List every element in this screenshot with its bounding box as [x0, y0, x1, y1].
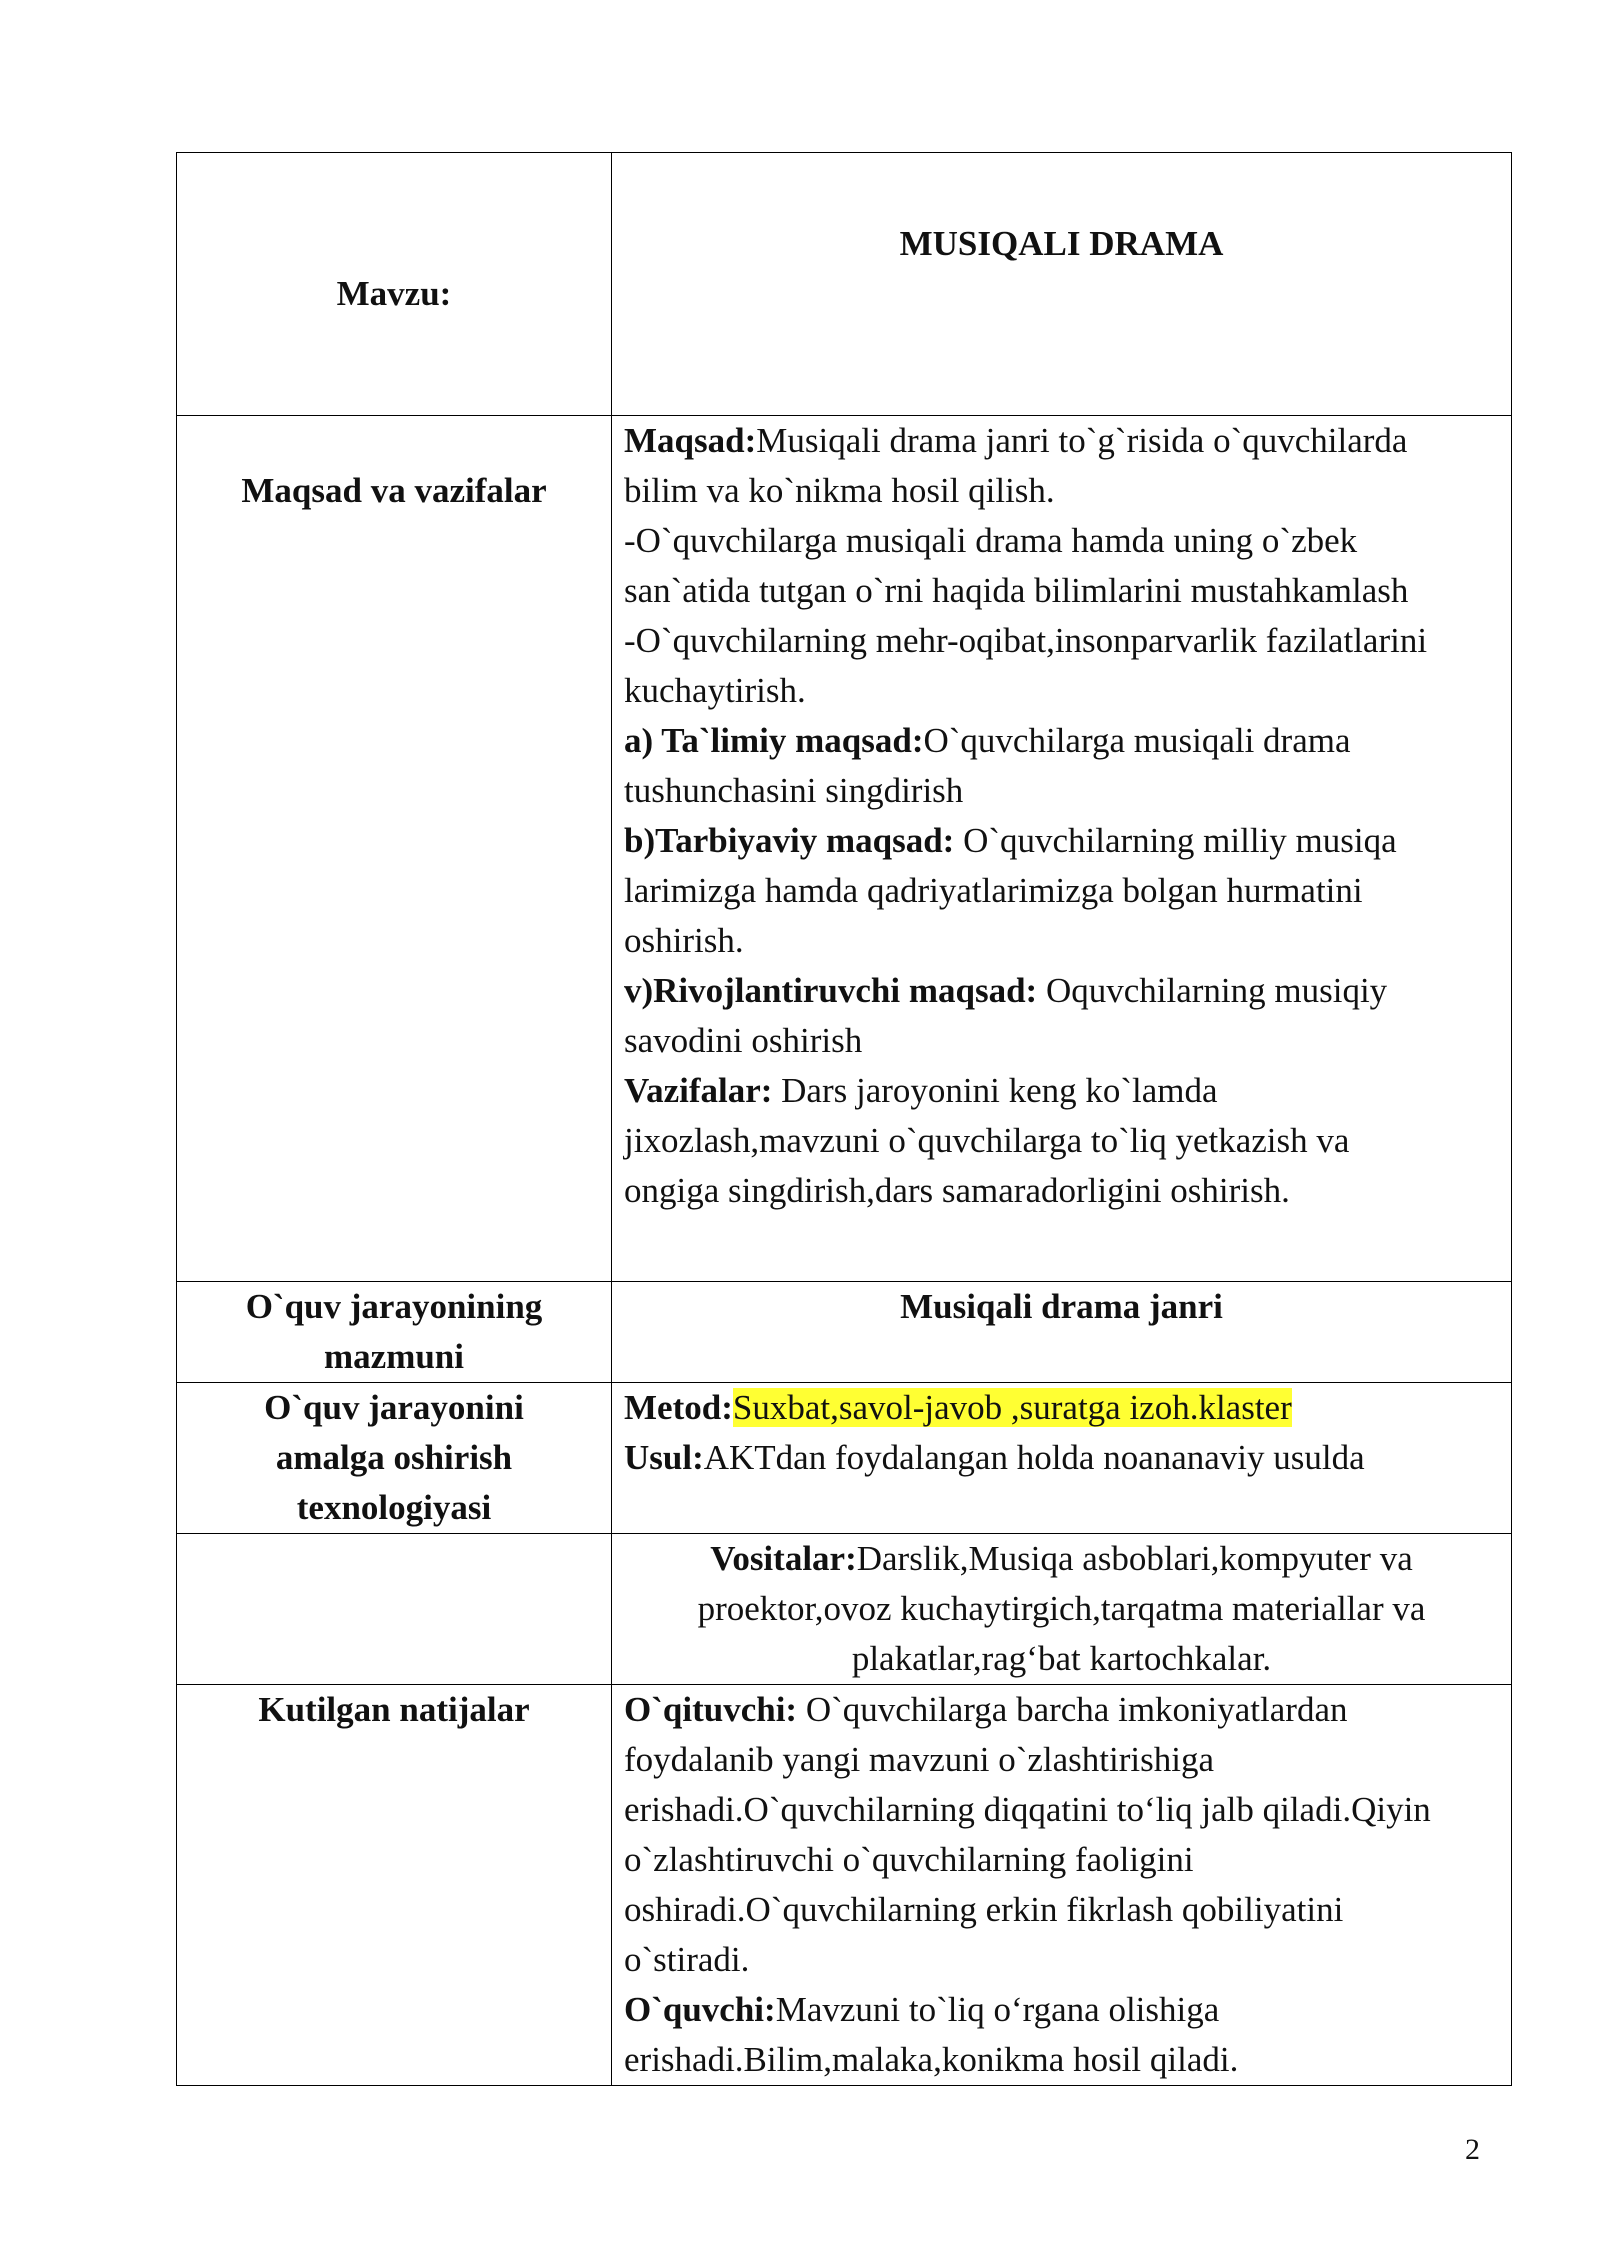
maqsad-line-2: bilim va ko`nikma hosil qilish. [624, 471, 1055, 510]
tarbiyaviy-line-1 [624, 816, 1499, 866]
natijalar-label: Kutilgan natijalar [258, 1690, 530, 1729]
oqituvchi-line-2: foydalanib yangi mavzuni o`zlashtirishiga [624, 1740, 1214, 1779]
mazmun-label-cell [177, 1282, 612, 1383]
maqsad-line-1 [624, 416, 1499, 466]
usul-text: AKTdan foydalangan holda noananaviy usulda [703, 1438, 1365, 1477]
mavzu-label: Mavzu: [336, 274, 452, 313]
talimiy-line-1 [624, 716, 1499, 766]
talimiy-line-2: tushunchasini singdirish [624, 771, 964, 810]
mazmun-value-cell [612, 1282, 1512, 1383]
vositalar-text: Darslik,Musiqa asboblari,kompyuter va [856, 1539, 1413, 1578]
texnologiya-label-cell [177, 1383, 612, 1534]
usul-heading: Usul: [624, 1438, 704, 1477]
maqsad-line-3: -O`quvchilarga musiqali drama hamda uning o`zbek [624, 521, 1358, 560]
natijalar-value-cell [612, 1685, 1512, 2086]
oqituvchi-heading: O`qituvchi: [624, 1690, 798, 1729]
oquvchi-heading: O`quvchi: [624, 1990, 776, 2029]
tarbiyaviy-line-2: larimizga hamda qadriyatlarimizga bolgan hurmatini [624, 871, 1363, 910]
oqituvchi-line-3: erishadi.O`quvchilarning diqqatini to‘liq jalb qiladi.Qiyin [624, 1790, 1431, 1829]
maqsad-line-5: -O`quvchilarning mehr-oqibat,insonparvarlik fazilatlarini [624, 621, 1428, 660]
table-row-mavzu [177, 153, 1512, 416]
oqituvchi-line-4: o`zlashtiruvchi o`quvchilarning faoligini [624, 1840, 1194, 1879]
talimiy-heading: a) Ta`limiy maqsad: [624, 721, 924, 760]
oqituvchi-text: O`quvchilarga barcha imkoniyatlardan [797, 1690, 1348, 1729]
mazmun-value: Musiqali drama janri [900, 1287, 1223, 1326]
vazifalar-heading: Vazifalar: [624, 1071, 773, 1110]
table-row-mazmun [177, 1282, 1512, 1383]
oquvchi-text: Mavzuni to`liq o‘rgana olishiga [775, 1990, 1220, 2029]
oqituvchi-line-6: o`stiradi. [624, 1940, 750, 1979]
oquvchi-line-2: erishadi.Bilim,malaka,konikma hosil qiladi. [624, 2040, 1239, 2079]
texnologiya-label-line-2: amalga oshirish [275, 1438, 513, 1477]
vositalar-label-cell [177, 1534, 612, 1685]
rivojlantiruvchi-line-1 [624, 966, 1499, 1016]
vositalar-line-3: plakatlar,rag‘bat kartochkalar. [851, 1639, 1272, 1678]
maqsad-line-4: san`atida tutgan o`rni haqida bilimlarini mustahkamlash [624, 571, 1409, 610]
lesson-title: MUSIQALI DRAMA [899, 224, 1224, 263]
mavzu-title-cell [612, 153, 1512, 416]
tarbiyaviy-text: O`quvchilarning milliy musiqa [954, 821, 1397, 860]
oquvchi-line-1 [624, 1985, 1499, 2035]
vositalar-value-cell [612, 1534, 1512, 1685]
maqsad-line-6: kuchaytirish. [624, 671, 806, 710]
tarbiyaviy-line-3: oshirish. [624, 921, 744, 960]
texnologiya-label-line-1: O`quv jarayonini [264, 1388, 524, 1427]
vositalar-line-2: proektor,ovoz kuchaytirgich,tarqatma materiallar va [697, 1589, 1426, 1628]
talimiy-text: O`quvchilarga musiqali drama [923, 721, 1351, 760]
vazifalar-line-3: ongiga singdirish,dars samaradorligini oshirish. [624, 1171, 1290, 1210]
page-number: 2 [1465, 2133, 1480, 2166]
vositalar-heading: Vositalar: [710, 1539, 857, 1578]
usul-line [624, 1433, 1499, 1483]
natijalar-label-cell [177, 1685, 612, 2086]
table-row-maqsad [177, 416, 1512, 1282]
table-row-vositalar [177, 1534, 1512, 1685]
rivojlantiruvchi-line-2: savodini oshirish [624, 1021, 863, 1060]
maqsad-heading: Maqsad: [624, 421, 757, 460]
mazmun-label-line-1: O`quv jarayonining [245, 1287, 543, 1326]
lesson-plan-table [176, 152, 1512, 2086]
rivojlantiruvchi-heading: v)Rivojlantiruvchi maqsad: [624, 971, 1038, 1010]
tarbiyaviy-heading: b)Tarbiyaviy maqsad: [624, 821, 955, 860]
table-row-texnologiya [177, 1383, 1512, 1534]
metod-highlighted-text: Suxbat,savol-javob ,suratga izoh.klaster [732, 1388, 1292, 1427]
vazifalar-text: Dars jaroyonini keng ko`lamda [772, 1071, 1218, 1110]
vositalar-line-1 [624, 1534, 1499, 1584]
maqsad-content-cell [612, 416, 1512, 1282]
texnologiya-label-line-3: texnologiyasi [296, 1488, 492, 1527]
oqituvchi-line-1 [624, 1685, 1499, 1735]
maqsad-text: Musiqali drama janri to`g`risida o`quvchilarda [756, 421, 1408, 460]
vazifalar-line-1 [624, 1066, 1499, 1116]
metod-line [624, 1383, 1499, 1433]
oqituvchi-line-5: oshiradi.O`quvchilarning erkin fikrlash qobiliyatini [624, 1890, 1344, 1929]
metod-heading: Metod: [624, 1388, 733, 1427]
table-row-natijalar [177, 1685, 1512, 2086]
mazmun-label-line-2: mazmuni [324, 1337, 464, 1376]
vazifalar-line-2: jixozlash,mavzuni o`quvchilarga to`liq yetkazish va [624, 1121, 1350, 1160]
rivojlantiruvchi-text: Oquvchilarning musiqiy [1037, 971, 1388, 1010]
texnologiya-value-cell [612, 1383, 1512, 1534]
maqsad-label-cell [177, 416, 612, 1282]
maqsad-vazifalar-label: Maqsad va vazifalar [241, 471, 547, 510]
mavzu-label-cell [177, 153, 612, 416]
